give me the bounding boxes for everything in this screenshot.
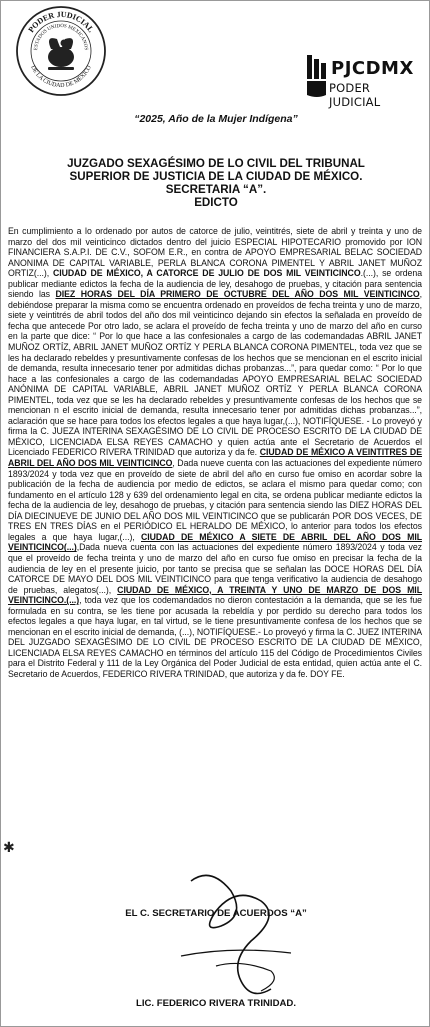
signatory-name: LIC. FEDERICO RIVERA TRINIDAD. [135, 998, 297, 1009]
body-bold-date: CIUDAD DE MÉXICO, A CATORCE DE JULIO DE DOS MIL VEINTICINCO [52, 268, 361, 279]
pjcdmx-mark-icon [305, 55, 329, 99]
logo-wordmark: PJCDMX [331, 58, 414, 79]
body-segment: ,Dada nueva cuenta con las actuaciones del expediente número 1893/2024 y toda vez que el proveído de fecha treinta y uno de marzo del año en curso fue omiso en precisar la fecha de la audiencia de ley en el presente juicio, por tanto se precisa que se señalan las DOCE HORAS DEL DÍA CATORCE DE MAYO DEL DOS MIL VEINTICINCO para que tenga verificativo la audiencia de desahogo de pruebas, alegatos(...), [8, 542, 422, 595]
body-bold-date: CIUDAD DE MÉXICO A VEINTITRES DE ABRIL DEL AÑO DOS MIL VEINTICINCO [8, 447, 422, 469]
national-seal-icon [15, 5, 107, 97]
logo-subtitle: PODER JUDICIAL [329, 81, 381, 109]
hearing-date-highlight: DIEZ HORAS DEL DÍA PRIMERO DE OCTUBRE DEL AÑO DOS MIL VEINTICINCO [55, 289, 420, 300]
body-segment: , debiéndose preparar la misma como se encuentra ordenado en proveídos de fecha treinta y uno de marzo, siete y veintitrés de abril todos del año dos mil veinticinco dejando sin efectos la señalada en proveído de fecha que antecede Por otro lado, se aclara el proveído de fecha treinta y uno de marzo del año en curso en la parte que dice: “ Por lo que hace a las confesionales a cargo de las codemandadas ABRIL JANET MUÑOZ ORTÍZ, ABRIL JANET MUÑOZ ORTÍZ Y PERLA BLANCA CORONA PIMENTEL, toda vez que se les ha declarado rebeldes y presuntivamente confesas de los hechos que se mencionan en el escrito inicial de demanda, resulta innecesario tener por admitidas dichas probanzas...”, para quedar como: “ Por lo que hace a las confesionales a cargo de las codemandadas APOYO EMPRESARIAL BELAC SOCIEDAD ANÓNIMA DE CAPITAL VARIABLE, ABRIL JANET MUÑOZ ORTÍZ Y PERLA BLANCA CORONA PIMENTEL, toda vez que se les ha declarado rebeldes y presuntivamente confesas de los hechos que se mencionan n el escrito inicial de demanda, resulta innecesario tener por admitidas dichas probanzas...”, aclaración que se hace para todos los efectos legales a que haya lugar,(...), NOTIFÍQUESE. - Lo proveyó y firma la C. JUEZA INTERINA SEXAGÉSIMO DE LO CIVIL DE PROCESO ESCRITO DE LA CIUDAD DE MÉXICO, LICENCIADA ELSA REYES CAMACHO y quien actúa ante el Secretario de Acuerdos el Licenciado FEDERICO RIVERA TRINIDAD que autoriza y da fe. [8, 289, 422, 458]
court-heading-line-1: JUZGADO SEXAGÉSIMO DE LO CIVIL DEL TRIBUNAL [67, 157, 365, 170]
handwritten-signature-icon [121, 861, 351, 1011]
seal-bottom-text: DE LA CIUDAD DE MÉXICO [29, 64, 93, 90]
pjcdmx-logo [305, 55, 423, 109]
court-heading-line-2: SUPERIOR DE JUSTICIA DE LA CIUDAD DE MÉXICO. [69, 170, 363, 183]
document-type-heading: EDICTO [194, 196, 238, 209]
body-bold-date: CIUDAD DE MÉXICO, A TREINTA Y UNO DE MARZO DE DOS MIL VEINTICINCO.(...) [8, 584, 422, 606]
year-motto: “2025, Año de la Mujer Indígena” [134, 113, 298, 125]
signatory-title: EL C. SECRETARIO DE ACUERDOS “A” [125, 908, 307, 919]
body-segment: En cumplimiento a lo ordenado por autos de catorce de julio, veintitrés, siete de abril y treinta y uno de marzo del dos mil veinticinco dictados dentro del juicio ESPECIAL HIPOTECARIO promovido por ION FINANCIERA S.A.P.I. DE C.V., SOFOM E.R., en contra de APOYO EMPRESARIAL BELAC SOCIEDAD ANONIMA DE CAPITAL VARIABLE, PERLA BLANCA CORONA PIMENTEL Y ABRIL JANET MUÑOZ ORTIZ(...), [8, 226, 422, 279]
body-segment: , Dada nueve cuenta con las actuaciones del expediente número 1893/2024 y toda vez que en proveído de siete de abril del año en curso fue omiso en acordar sobre la publicación de la fecha de audiencia por medio de edictos, se aclara el mismo para quedar como; con fundamento en el artículo 128 y 639 del ordenamiento legal en cita, se ordena publicar mediante edictos la fecha de la audiencia de ley, desahogo de pruebas, y citación para sentencia siendo las DIEZ HORAS DEL DÍA DIECINUEVE DE JUNIO DEL AÑO DOS MIL VEINTICINCO que se publicarán POR DOS VECES, DE TRES EN TRES DÍAS en el PERIÓDICO EL HERALDO DE MÉXICO, lo anterior para todos los efectos legales a que haya lugar,(...), [8, 458, 422, 542]
margin-annotation-mark: ✱ [3, 839, 15, 855]
seal-middle-text: ESTADOS UNIDOS MEXICANOS [33, 23, 89, 51]
body-bold-date: CIUDAD DE MÉXICO A SIETE DE ABRIL DEL AÑO DOS MIL VEINTICINCO(...) [8, 531, 422, 553]
seal-top-text: PODER JUDICIAL [26, 9, 96, 35]
edict-body [8, 226, 422, 680]
body-segment: , toda vez que los codemandados no dieron contestación a la demanda, que se les fue formulada en su contra, se les tiene por acusada la rebeldía y por perdido su derecho para todos los efectos legales a que haya lugar, en tal virtud, se le tiene presuntivamente confesa de los hechos que se mencionan en el escrito inicial de demanda, (...), NOTIFÍQUESE.- Lo proveyó y firma la C. JUEZ INTERINA DEL JUZGADO SEXAGÉSIMO DE LO CIVIL DE PROCESO ESCRITO DE LA CIUDAD DE MÉXICO, LICENCIADA ELSA REYES CAMACHO en términos del artículo 115 del Código de Procedimientos Civiles para el Distrito Federal y 111 de la Ley Orgánica del Poder Judicial de esta entidad, quien actúa ante el C. Secretario de Acuerdos, FEDERICO RIVERA TRINIDAD, que autoriza y da fe. DOY FE. [8, 595, 422, 679]
body-segment: .(...), se ordena publicar mediante edictos la fecha de la audiencia de ley, desahogo de pruebas, y citación para sentencia siendo las [8, 268, 423, 300]
secretariat-heading: SECRETARIA “A”. [165, 183, 267, 196]
